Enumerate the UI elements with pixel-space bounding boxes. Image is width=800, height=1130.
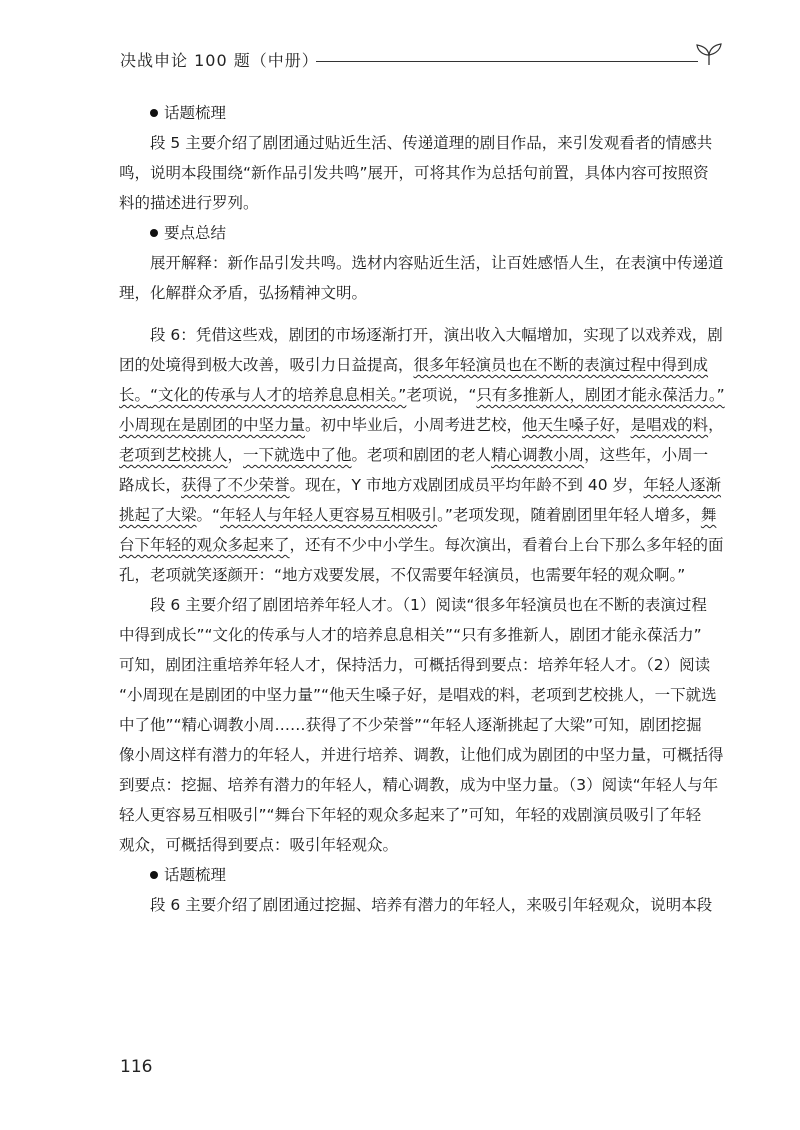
analysis-line: 可知，剧团注重培养年轻人才，保持活力，可概括得到要点：培养年轻人才。（2）阅读 — [119, 656, 711, 674]
bullet-icon — [150, 229, 158, 237]
text-line: 鸣，说明本段围绕“新作品引发共鸣”展开，可将其作为总括句前置，具体内容可按照资 — [119, 164, 709, 182]
sprout-icon — [694, 42, 724, 66]
page-header — [120, 42, 720, 72]
analysis-line: 轻人更容易互相吸引”“舞台下年轻的观众多起来了”可知，年轻的戏剧演员吸引了年轻 — [119, 806, 702, 824]
bullet-icon — [150, 109, 158, 117]
material-line: 团的处境得到极大改善，吸引力日益提高，很多年轻演员也在不断的表演过程中得到成 — [119, 356, 709, 374]
material-line: 段 6：凭借这些戏，剧团的市场逐渐打开，演出收入大幅增加，实现了以戏养戏，剧 — [150, 326, 723, 344]
analysis-line: 观众，可概括得到要点：吸引年轻观众。 — [119, 836, 399, 854]
material-line: 挑起了大梁。“年轻人与年轻人更容易互相吸引。”老项发现，随着剧团里年轻人增多，舞 — [119, 506, 717, 524]
section-heading: 话题梳理 — [119, 860, 719, 890]
text-line: 段 6 主要介绍了剧团通过挖掘、培养有潜力的年轻人，来吸引年轻观众，说明本段 — [150, 896, 713, 914]
material-line: 孔，老项就笑逐颜开：“地方戏要发展，不仅需要年轻演员，也需要年轻的观众啊。” — [119, 566, 686, 584]
analysis-line: 段 6 主要介绍了剧团培养年轻人才。（1）阅读“很多年轻演员也在不断的表演过程 — [150, 596, 707, 614]
text-line: 段 5 主要介绍了剧团通过贴近生活、传递道理的剧目作品，来引发观看者的情感共 — [150, 134, 713, 152]
text-line: 理，化解群众矛盾，弘扬精神文明。 — [119, 284, 368, 302]
running-header-title: 决战申论 100 题（中册） — [120, 51, 319, 70]
material-line: 老项到艺校挑人，一下就选中了他。老项和剧团的老人精心调教小周，这些年，小周一 — [119, 446, 709, 464]
section-heading: 话题梳理 — [119, 98, 719, 128]
material-line: 路成长，获得了不少荣誉。现在，Y 市地方戏剧团成员平均年龄不到 40 岁，年轻人逐渐 — [119, 476, 722, 494]
analysis-line: 到要点：挖掘、培养有潜力的年轻人，精心调教，成为中坚力量。（3）阅读“年轻人与年 — [119, 776, 719, 794]
bullet-icon — [150, 871, 158, 879]
header-rule — [316, 61, 698, 62]
text-line: 展开解释：新作品引发共鸣。选材内容贴近生活，让百姓感悟人生，在表演中传递道 — [150, 254, 724, 272]
section-heading: 要点总结 — [119, 218, 719, 248]
page-content — [119, 98, 725, 920]
analysis-line: 像小周这样有潜力的年轻人，并进行培养、调教，让他们成为剧团的中坚力量，可概括得 — [119, 746, 724, 764]
material-line: 台下年轻的观众多起来了，还有不少中小学生。每次演出，看着台上台下那么多年轻的面 — [119, 536, 724, 554]
analysis-line: 中了他”“精心调教小周……获得了不少荣誉”“年轻人逐渐挑起了大梁”可知，剧团挖掘 — [119, 716, 702, 734]
material-line: 长。“文化的传承与人才的培养息息相关。”老项说，“只有多推新人，剧团才能永葆活力。” — [119, 386, 725, 404]
analysis-line: “小周现在是剧团的中坚力量”“他天生嗓子好，是唱戏的料，老项到艺校挑人，一下就选 — [119, 686, 717, 704]
material-line: 小周现在是剧团的中坚力量。初中毕业后，小周考进艺校，他天生嗓子好，是唱戏的料， — [119, 416, 724, 434]
page-number: 116 — [120, 1057, 153, 1077]
analysis-line: 中得到成长”“文化的传承与人才的培养息息相关”“只有多推新人，剧团才能永葆活力” — [119, 626, 702, 644]
text-line: 料的描述进行罗列。 — [119, 194, 259, 212]
